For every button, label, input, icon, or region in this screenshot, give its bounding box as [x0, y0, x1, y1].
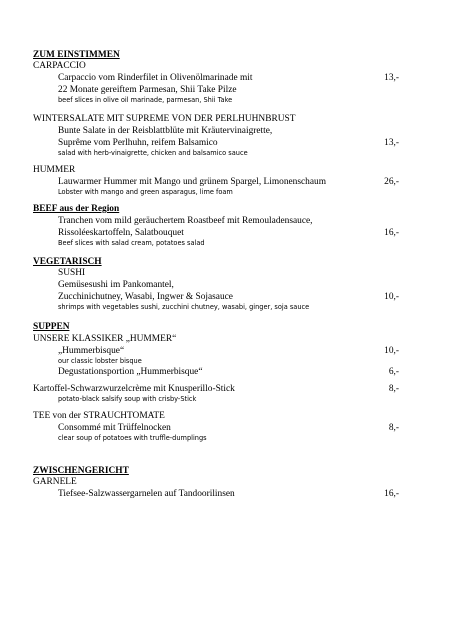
dish-note-kartoffel: potato-black salsify soup with crisby-Stick: [58, 395, 197, 403]
section-heading-vegetarisch: VEGETARISCH: [33, 257, 102, 267]
price-hummer: 26,-: [384, 177, 399, 187]
dish-note-consomme: clear soup of potatoes with truffle-dumplings: [58, 434, 207, 442]
dish-name-carpaccio: CARPACCIO: [33, 61, 86, 71]
dish-name-garnele: GARNELE: [33, 477, 77, 487]
section-heading-suppen: SUPPEN: [33, 322, 70, 332]
dish-name-tee: TEE von der STRAUCHTOMATE: [33, 411, 165, 421]
dish-desc-kartoffel: Kartoffel-Schwarzwurzelcrème mit Knusperillo-Stick: [33, 384, 235, 394]
dish-desc-sushi-2: Zucchinichutney, Wasabi, Ingwer & Sojasauce: [58, 292, 233, 302]
price-garnele: 16,-: [384, 489, 399, 499]
dish-note-beef: Beef slices with salad cream, potatoes salad: [58, 239, 205, 247]
dish-desc-beef-1: Tranchen vom mild geräuchertem Roastbeef mit Remouladensauce,: [58, 216, 313, 226]
dish-desc-degustation: Degustationsportion „Hummerbisque“: [58, 367, 203, 377]
dish-note-hummer: Lobster with mango and green asparagus, lime foam: [58, 188, 233, 196]
dish-note-sushi: shrimps with vegetables sushi, zucchini chutney, wasabi, ginger, soja sauce: [58, 303, 310, 311]
section-heading-zwischengericht: ZWISCHENGERICHT: [33, 466, 129, 476]
dish-desc-beef-2: Rissoléeskartoffeln, Salatbouquet: [58, 228, 184, 238]
dish-desc-sushi-1: Gemüsesushi im Pankomantel,: [58, 280, 174, 290]
section-heading-einstimmen: ZUM EINSTIMMEN: [33, 50, 120, 60]
price-degustation: 6,-: [388, 367, 399, 377]
price-consomme: 8,-: [388, 423, 399, 433]
dish-desc-hummer: Lauwarmer Hummer mit Mango und grünem Spargel, Limonenschaum: [58, 177, 326, 187]
price-hummerbisque: 10,-: [384, 346, 399, 356]
dish-note-hummerbisque: our classic lobster bisque: [58, 357, 142, 365]
dish-desc-wintersalate-2: Suprême vom Perlhuhn, reifem Balsamico: [58, 138, 218, 148]
price-beef: 16,-: [384, 228, 399, 238]
dish-desc-wintersalate-1: Bunte Salate in der Reisblattblüte mit Kräutervinaigrette,: [58, 126, 273, 136]
dish-name-sushi: SUSHI: [58, 268, 86, 278]
dish-desc-carpaccio-2: 22 Monate gereiftem Parmesan, Shii Take Pilze: [58, 85, 237, 95]
dish-name-klassiker: UNSERE KLASSIKER „HUMMER“: [33, 334, 177, 344]
dish-note-carpaccio: beef slices in olive oil marinade, parmesan, Shii Take: [58, 96, 233, 104]
dish-name-hummer: HUMMER: [33, 165, 76, 175]
price-sushi: 10,-: [384, 292, 399, 302]
dish-desc-consomme: Consommé mit Trüffelnocken: [58, 423, 171, 433]
price-wintersalate: 13,-: [384, 138, 399, 148]
dish-note-wintersalate: salad with herb-vinaigrette, chicken and balsamico sauce: [58, 149, 248, 157]
dish-desc-hummerbisque: „Hummerbisque“: [58, 346, 125, 356]
section-heading-beef: BEEF aus der Region: [33, 204, 120, 214]
dish-desc-carpaccio-1: Carpaccio vom Rinderfilet in Olivenölmarinade mit: [58, 73, 253, 83]
dish-name-wintersalate: WINTERSALATE MIT SUPREME VON DER PERLHUHNBRUST: [33, 114, 296, 124]
dish-desc-garnele: Tiefsee-Salzwassergarnelen auf Tandoorilinsen: [58, 489, 235, 499]
price-carpaccio: 13,-: [384, 73, 399, 83]
price-kartoffel: 8,-: [388, 384, 399, 394]
